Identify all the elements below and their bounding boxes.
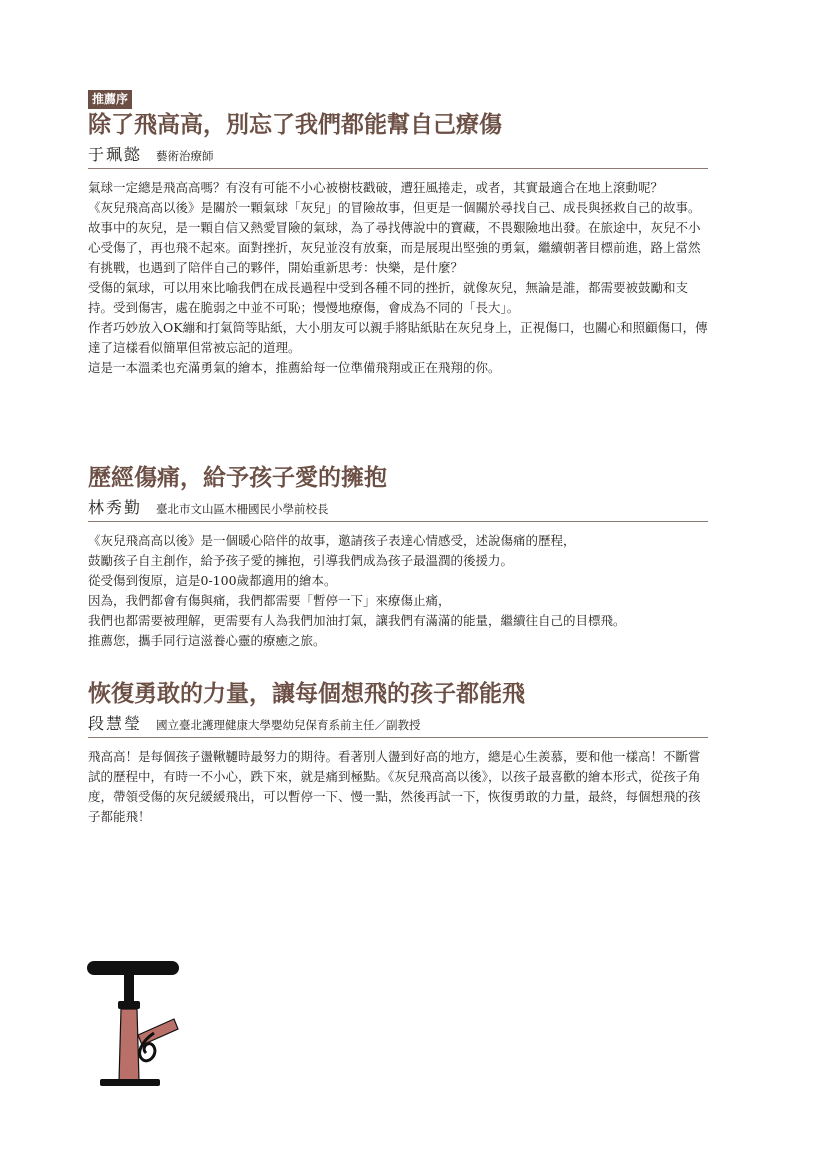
body-text: [88, 178, 708, 378]
section-title: 歷經傷痛，給予孩子愛的擁抱: [88, 465, 387, 491]
pump-handle: [87, 961, 179, 975]
paragraph: 故事中的灰兒，是一顆自信又熱愛冒險的氣球，為了尋找傳說中的寶藏，不畏艱險地出發。在旅途中，灰兒不小心受傷了，再也飛不起來。面對挫折，灰兒並沒有放棄，而是展現出堅強的勇氣，繼續朝著目標前進，路上當然有挑戰，也遇到了陪伴自己的夥伴，開始重新思考：快樂，是什麼？: [88, 220, 701, 275]
section-title: 除了飛高高，別忘了我們都能幫自己療傷: [88, 112, 502, 138]
author-role: 國立臺北護理健康大學嬰幼兒保育系前主任／副教授: [156, 718, 421, 732]
paragraph: 受傷的氣球，可以用來比喻我們在成長過程中受到各種不同的挫折，就像灰兒，無論是誰，都需要被鼓勵和支持。受到傷害，處在脆弱之中並不可恥；慢慢地療傷，會成為不同的「長大」。: [88, 280, 689, 315]
section-2: [88, 462, 708, 651]
pump-cap: [118, 1001, 140, 1009]
paragraph: 推薦您，攜手同行這滋養心靈的療癒之旅。: [88, 633, 326, 648]
author-name: 段慧瑩: [88, 714, 143, 733]
pump-barrel: [119, 1009, 139, 1081]
author-name: 林秀勤: [88, 498, 143, 517]
paragraph: 我們也都需要被理解，更需要有人為我們加油打氣，讓我們有滿滿的能量，繼續往自己的目標飛。: [88, 613, 626, 628]
pump-shaft: [124, 973, 134, 1003]
author-role: 藝術治療師: [156, 149, 214, 163]
paragraph: 氣球一定總是飛高高嗎？有沒有可能不小心被樹枝戳破，遭狂風捲走，或者，其實最適合在地上滾動呢？: [88, 180, 664, 195]
body-text: [88, 747, 708, 827]
byline: [88, 711, 708, 738]
byline: [88, 142, 708, 169]
author-name: 于珮懿: [88, 145, 143, 164]
paragraph: 作者巧妙放入OK繃和打氣筒等貼紙，大小朋友可以親手將貼紙貼在灰兒身上，正視傷口，也關心和照顧傷口，傳達了這樣看似簡單但常被忘記的道理。: [88, 320, 708, 355]
pump-base: [100, 1079, 160, 1086]
paragraph: 飛高高！是每個孩子盪鞦韆時最努力的期待。看著別人盪到好高的地方，總是心生羨慕，要和他一樣高！不斷嘗試的歷程中，有時一不小心，跌下來，就是痛到極點。《灰兒飛高高以後》，以孩子最喜歡的繪本形式，從孩子角度，帶領受傷的灰兒緩緩飛出，可以暫停一下、慢一點，然後再試一下，恢復勇敢的力量，最終，每個想飛的孩子都能飛！: [88, 749, 701, 824]
paragraph: 《灰兒飛高高以後》是一個暖心陪伴的故事，邀請孩子表達心情感受，述說傷痛的歷程，: [88, 533, 576, 548]
bicycle-pump-icon: [84, 955, 194, 1095]
section-3: [88, 678, 708, 827]
author-role: 臺北市文山區木柵國民小學前校長: [156, 502, 329, 516]
paragraph: 從受傷到復原，這是0-100歲都適用的繪本。: [88, 573, 337, 588]
byline: [88, 495, 708, 522]
paragraph: 因為，我們都會有傷與痛，我們都需要「暫停一下」來療傷止痛，: [88, 593, 451, 608]
body-text: [88, 531, 708, 651]
section-title: 恢復勇敢的力量，讓每個想飛的孩子都能飛: [88, 681, 525, 707]
paragraph: 鼓勵孩子自主創作，給予孩子愛的擁抱，引導我們成為孩子最溫潤的後援力。: [88, 553, 514, 568]
paragraph: 《灰兒飛高高以後》是關於一顆氣球「灰兒」的冒險故事，但更是一個關於尋找自己、成長與拯救自己的故事。: [88, 200, 701, 215]
section-1: [88, 88, 708, 378]
section-tag: 推薦序: [88, 90, 132, 109]
paragraph: 這是一本溫柔也充滿勇氣的繪本，推薦給每一位準備飛翔或正在飛翔的你。: [88, 360, 501, 375]
